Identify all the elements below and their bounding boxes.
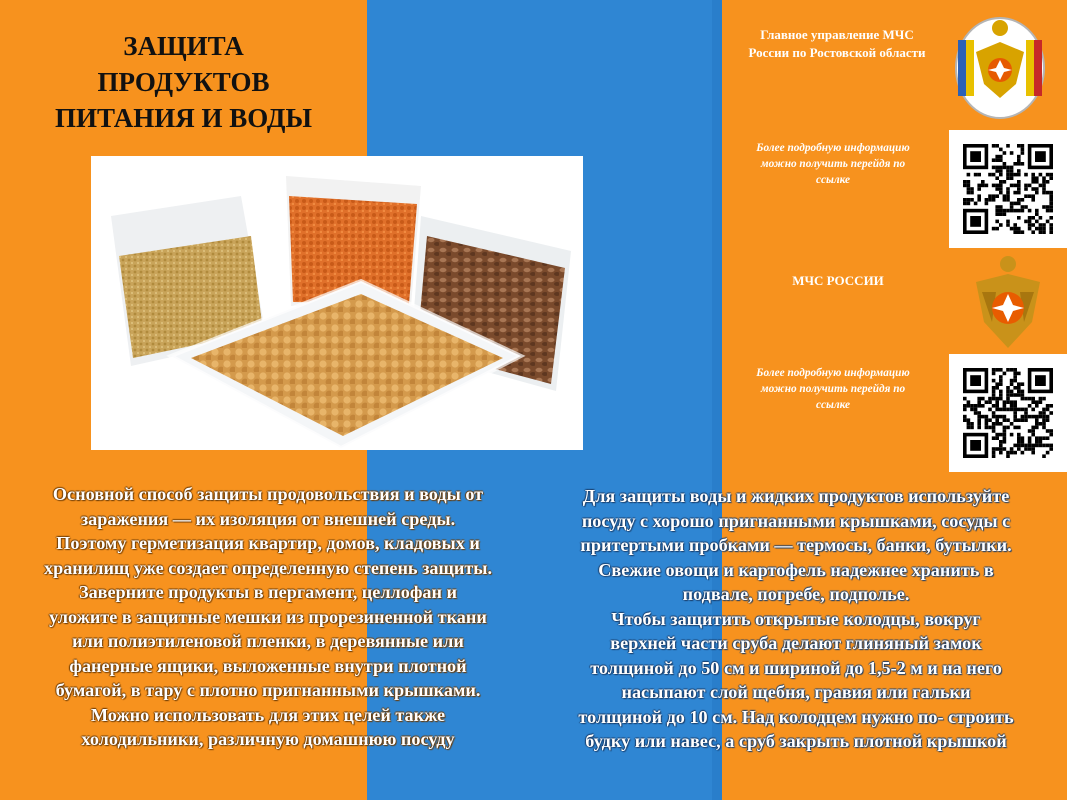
qr-code-icon xyxy=(949,354,1067,472)
left-text-line: фанерные ящики, выложенные внутри плотной xyxy=(69,655,467,676)
right-text-line: посуду с хорошо пригнанными крышками, сосуды с xyxy=(581,510,1011,531)
link-note-line: ссылке xyxy=(815,174,851,186)
link-note-line: можно получить перейдя по xyxy=(760,383,906,395)
organization-name xyxy=(728,26,946,62)
title-line-2: ПРОДУКТОВ xyxy=(97,67,270,97)
org-line-2: России по Ростовской области xyxy=(748,45,926,60)
left-text-line: хранилищ уже создает определенную степень защиты. xyxy=(43,557,493,578)
link-note-line: Более подробную информацию xyxy=(756,142,910,154)
page-title xyxy=(0,28,367,136)
link-note-1 xyxy=(733,140,933,188)
left-text-line: заражения — их изоляция от внешней среды. xyxy=(80,508,456,529)
qr-code-2[interactable] xyxy=(949,354,1067,472)
title-line-3: ПИТАНИЯ И ВОДЫ xyxy=(55,103,312,133)
right-text-line: Свежие овощи и картофель надежнее хранить в xyxy=(598,559,994,580)
left-text-line: Можно использовать для этих целей также xyxy=(90,704,446,725)
right-text-line: притертыми пробками — термосы, банки, бутылки. xyxy=(580,535,1012,555)
left-text-line: холодильники, различную домашнюю посуду xyxy=(81,729,455,749)
right-text-line: подвале, погребе, подполье. xyxy=(682,584,910,604)
qr-code-1[interactable] xyxy=(949,130,1067,248)
qr-code-icon xyxy=(949,130,1067,248)
right-text-line: Чтобы защитить открытые колодцы, вокруг xyxy=(611,608,981,629)
org-line-1: Главное управление МЧС xyxy=(760,27,914,42)
title-line-1: ЗАЩИТА xyxy=(123,31,244,61)
link-note-line: Более подробную информацию xyxy=(756,367,910,379)
left-text-line: уложите в защитные мешки из прорезиненной ткани xyxy=(49,606,487,627)
left-text-block xyxy=(8,482,528,752)
right-text-line: толщиной до 10 см. Над колодцем нужно по- строить xyxy=(578,706,1014,727)
left-text-line: Поэтому герметизация квартир, домов, кладовых и xyxy=(56,533,480,553)
right-text-line: будку или навес, а сруб закрыть плотной крышкой xyxy=(585,731,1007,751)
regional-emblem-icon xyxy=(952,10,1048,122)
right-text-line: насыпают слой щебня, гравия или гальки xyxy=(621,682,971,702)
food-bags-image-icon xyxy=(91,156,583,450)
right-text-line: толщиной до 50 см и шириной до 1,5-2 м и на него xyxy=(590,657,1002,678)
link-note-line: можно получить перейдя по xyxy=(760,158,906,170)
right-text-line: Для защиты воды и жидких продуктов используйте xyxy=(582,486,1010,506)
food-bags-photo xyxy=(91,156,583,450)
left-text-line: Основной способ защиты продовольствия и воды от xyxy=(52,484,484,504)
link-note-line: ссылке xyxy=(815,399,851,411)
left-text-line: Заверните продукты в пергамент, целлофан и xyxy=(78,582,458,602)
left-text-line: бумагой, в тару с плотно пригнанными крышками. xyxy=(55,680,481,700)
left-text-line: или полиэтиленовой пленки, в деревянные или xyxy=(72,631,464,651)
right-text-block xyxy=(540,484,1052,754)
link-note-2 xyxy=(733,365,933,413)
mchs-emblem-icon xyxy=(972,252,1044,356)
right-text-line: верхней части сруба делают глиняный замок xyxy=(610,633,982,653)
mchs-label: МЧС РОССИИ xyxy=(792,273,884,288)
